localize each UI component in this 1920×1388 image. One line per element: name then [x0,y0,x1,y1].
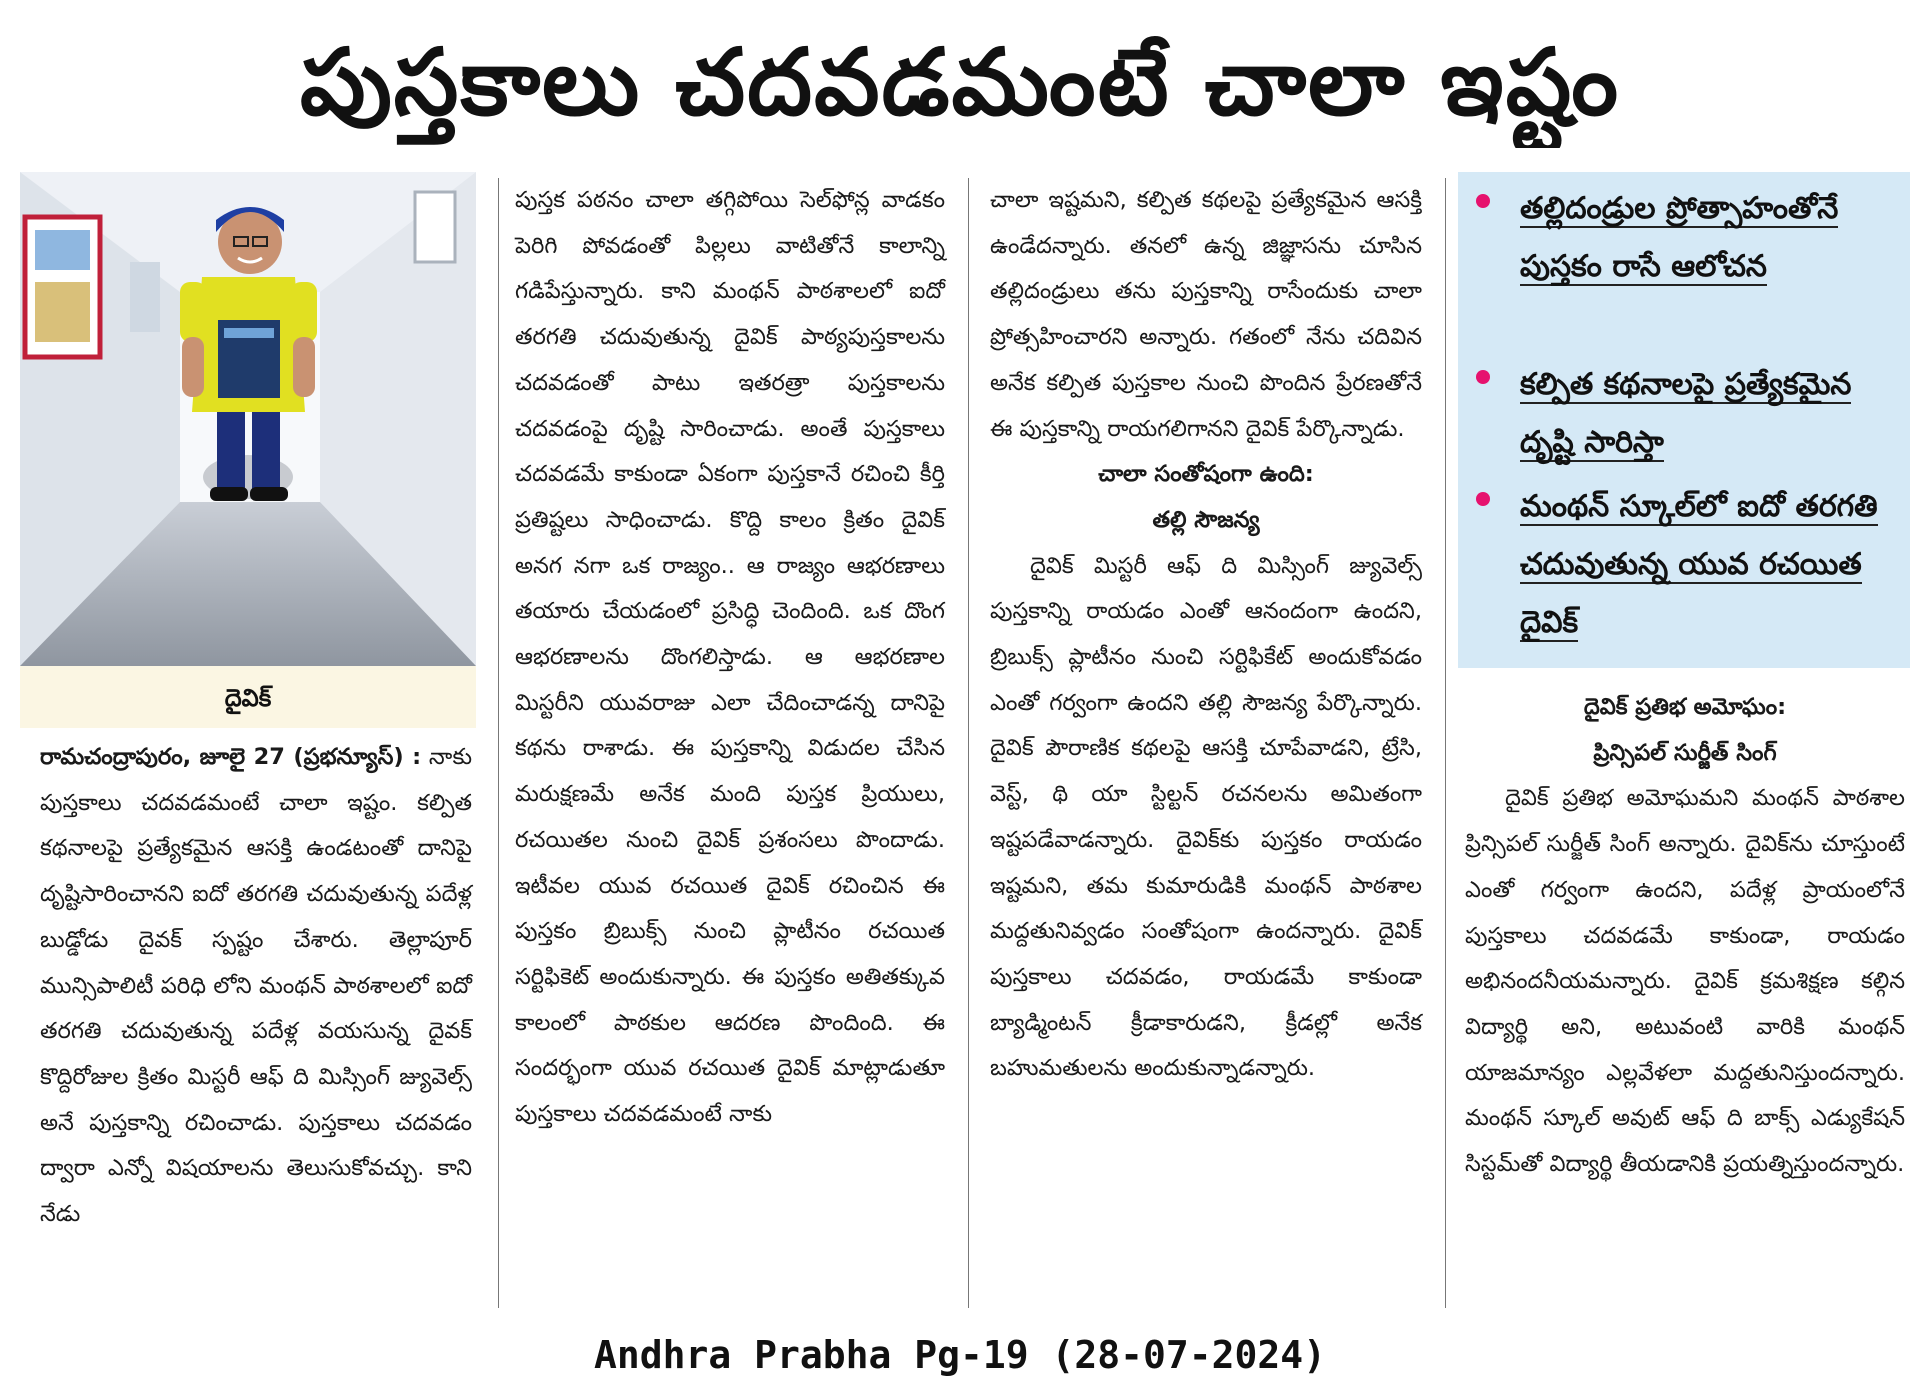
headline: పుస్తకాలు చదవడమంటే చాలా ఇష్టం [299,29,1621,136]
highlight-item [1476,180,1896,296]
photo-caption: దైవిక్ [224,684,272,712]
photo-block [20,172,476,728]
hallway-illustration [20,172,476,666]
subhead-principal-name: ప్రిన్సిపల్ సుర్జీత్ సింగ్ [1593,739,1777,766]
source-footer: Andhra Prabha Pg-19 (28-07-2024) [593,1333,1327,1377]
subhead-mother: చాలా సంతోషంగా ఉంది: [1098,461,1314,488]
bullet-icon [1476,492,1490,506]
column-divider [498,178,499,1308]
highlight-text: తల్లిదండ్రుల ప్రోత్సాహంతోనే పుస్తకం రాసే ఆలోచన [1520,191,1839,284]
highlight-item [1476,478,1896,652]
article-text-col3a: చాలా ఇష్టమని, కల్పిత కథలపై ప్రత్యేకమైన ఆసక్తి ఉండేదన్నారు. తనలో ఉన్న జిజ్ఞాసను చూసిన తల్లిదండ్రులు తను పుస్తకాన్ని రాసేందుకు చాలా ప్రోత్సహించారని అన్నారు. గతంలో నేను చదివిన అనేక కల్పిత పుస్తకాల నుంచి పొందిన ప్రేరణతోనే ఈ పుస్తకాన్ని రాయగలిగానని దైవిక్ పేర్కొన్నాడు. [990,187,1422,442]
bullet-icon [1476,194,1490,208]
highlight-item [1476,356,1896,472]
boy-photo [20,172,476,666]
column-divider [1445,178,1446,1308]
highlight-text: కల్పిత కథనాలపై ప్రత్యేకమైన దృష్టి సారిస్తా [1520,367,1852,460]
article-text-col2: పుస్తక పఠనం చాలా తగ్గిపోయి సెల్‌ఫోన్ల వాడకం పెరిగి పోవడంతో పిల్లలు వాటితోనే కాలాన్ని గడిపేస్తున్నారు. కాని మంథన్ పాఠశాలలో ఐదో తరగతి చదువుతున్న దైవిక్ పాఠ్యపుస్తకాలను చదవడంతో పాటు ఇతరత్రా పుస్తకాలను చదవడంపై దృష్టి సారించాడు. అంతే పుస్తకాలు చదవడమే కాకుండా ఏకంగా పుస్తకానే రచించి కీర్తి ప్రతిష్టలు సాధించాడు. కొద్ది కాలం క్రితం దైవిక్ అనగ నగా ఒక రాజ్యం.. ఆ రాజ్యం ఆభరణాలు తయారు చేయడంలో ప్రసిద్ధి చెందింది. ఒక దొంగ ఆభరణాలను దొంగలిస్తాడు. ఆ ఆభరణాల మిస్టరీని యువరాజు ఎలా చేదించాడన్న దానిపై కథను రాశాడు. ఈ పుస్తకాన్ని విడుదల చేసిన మరుక్షణమే అనేక మంది పుస్తక ప్రియులు, రచయితల నుంచి దైవిక్ ప్రశంసలు పొందాడు. ఇటీవల యువ రచయిత దైవిక్ రచించిన ఈ పుస్తకం బ్రిబుక్స్ నుంచి ప్లాటీనం రచయిత సర్టిఫికెట్ అందుకున్నారు. ఈ పుస్తకం అతితక్కువ కాలంలో పాఠకుల ఆదరణ పొందింది. ఈ సందర్భంగా యువ రచయిత దైవిక్ మాట్లాడుతూ పుస్తకాలు చదవడమంటే నాకు [515,187,945,1128]
article-text-col3b: దైవిక్ మిస్టరీ ఆఫ్ ది మిస్సింగ్ జ్యువెల్స్ పుస్తకాన్ని రాయడం ఎంతో ఆనందంగా ఉందని, బ్రిబుక్స్ ప్లాటీనం నుంచి సర్టిఫికేట్ అందుకోవడం ఎంతో గర్వంగా ఉందని తల్లి సౌజన్య పేర్కొన్నారు. దైవిక్ పౌరాణిక కథలపై ఆసక్తి చూపేవాడని, ట్రేసి, వెస్ట్, థి యా స్టిల్టన్ రచనలను అమితంగా ఇష్టపడేవాడన్నారు. దైవిక్‌కు పుస్తకం రాయడం ఇష్టమని, తమ కుమారుడికి మంథన్ పాఠశాల మద్దతునివ్వడం సంతోషంగా ఉందన్నారు. దైవిక్ పుస్తకాలు చదవడం, రాయడమే కాకుండా బ్యాడ్మింటన్ క్రీడాకారుడని, క్రీడల్లో అనేక బహుమతులను అందుకున్నాడన్నారు. [990,552,1422,1082]
highlight-text: మంథన్ స్కూల్‌లో ఐదో తరగతి చదువుతున్న యువ రచయిత దైవిక్ [1520,489,1878,640]
dateline: రామచంద్రాపురం, జూలై 27 (ప్రభన్యూస్) : [40,744,422,770]
subhead-principal: దైవిక్ ప్రతిభ అమోఘం: [1583,694,1787,720]
column-4 [1465,685,1905,1188]
article-text-col4: దైవిక్ ప్రతిభ అమోఘమని మంథన్ పాఠశాల ప్రిన్సిపల్ సుర్జీత్ సింగ్ అన్నారు. దైవిక్‌ను చూస్తుంటే ఎంతో గర్వంగా ఉందని, పదేళ్ల ప్రాయంలోనే పుస్తకాలు చదవడమే కాకుండా, రాయడం అభినందనీయమన్నారు. దైవిక్ క్రమశిక్షణ కల్గిన విద్యార్థి అని, అటువంటి వారికి మంథన్ యాజమాన్యం ఎల్లవేళలా మద్దతునిస్తుందన్నారు. మంథన్ స్కూల్ అవుట్ ఆఫ్ ది బాక్స్ ఎడ్యుకేషన్ సిస్టమ్‌తో విద్యార్థి తీయడానికి ప్రయత్నిస్తుందన్నారు. [1465,785,1905,1178]
column-3 [990,178,1422,1092]
highlights-box [1458,172,1910,668]
article-text-col1 [40,735,472,1238]
column-divider [968,178,969,1308]
col1-body: నాకు పుస్తకాలు చదవడమంటే చాలా ఇష్టం. కల్పిత కథనాలపై ప్రత్యేకమైన ఆసక్తి ఉండటంతో దానిపై దృష్టిసారించానని ఐదో తరగతి చదువుతున్న పదేళ్ల బుడ్డోడు దైవక్ స్పష్టం చేశారు. తెల్లాపూర్ మున్సిపాలిటీ పరిధి లోని మంథన్ పాఠశాలలో ఐదో తరగతి చదువుతున్న పదేళ్ల వయసున్న దైవక్ కొద్దిరోజుల క్రితం మిస్టరీ ఆఫ్ ది మిస్సింగ్ జ్యువెల్స్ అనే పుస్తకాన్ని రచించాడు. పుస్తకాలు చదవడం ద్వారా ఎన్నో విషయాలను తెలుసుకోవచ్చు. కాని నేడు [40,744,472,1228]
column-1 [40,735,472,1238]
subhead-mother-name: తల్లి సౌజన్య [1152,506,1260,533]
column-2 [515,178,945,1138]
bullet-icon [1476,370,1490,384]
